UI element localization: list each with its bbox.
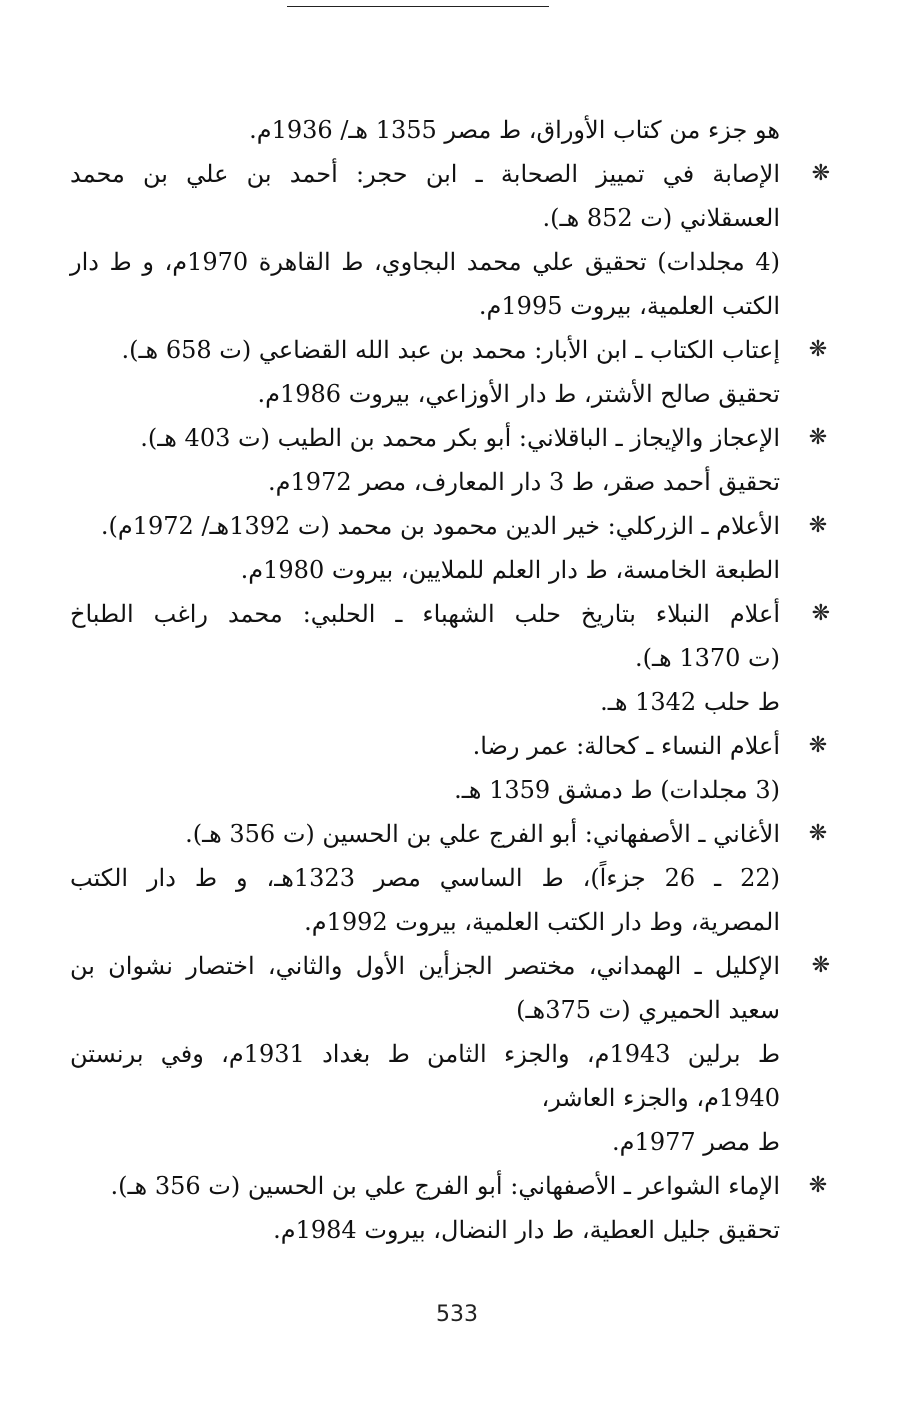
entry-bullet-icon: ❋ bbox=[808, 425, 828, 450]
entry-text-line bbox=[70, 196, 830, 240]
line-text: الأعلام ـ الزركلي: خير الدين محمود بن محمد (ت 1392هـ/ 1972م). bbox=[100, 512, 780, 540]
line-text: (22 ـ 26 جزءاً)، ط الساسي مصر 1323هـ، و ط دار الكتب bbox=[70, 864, 780, 892]
line-text: 1940م، والجزء العاشر، bbox=[541, 1084, 780, 1112]
entry-title-line bbox=[70, 152, 830, 196]
line-text: هو جزء من كتاب الأوراق، ط مصر 1355 هـ/ 1936م. bbox=[249, 116, 780, 144]
entry-title-line bbox=[70, 504, 830, 548]
entry-bullet-icon: ❋ bbox=[808, 1173, 828, 1198]
line-text: (3 مجلدات) ط دمشق 1359 هـ. bbox=[454, 776, 780, 804]
entry-text-line bbox=[70, 1032, 830, 1076]
entry-bullet-icon: ❋ bbox=[811, 601, 830, 626]
line-text: المصرية، وط دار الكتب العلمية، بيروت 1992م. bbox=[304, 908, 780, 936]
line-text: (ت 1370 هـ). bbox=[635, 644, 780, 672]
top-rule bbox=[287, 6, 549, 7]
entry-title-line bbox=[70, 592, 830, 636]
line-text: ط مصر 1977م. bbox=[612, 1128, 780, 1156]
entry-title-line bbox=[70, 416, 830, 460]
line-text: سعيد الحميري (ت 375هـ) bbox=[516, 996, 780, 1024]
entry-bullet-icon: ❋ bbox=[811, 953, 830, 978]
bibliography-page bbox=[70, 108, 830, 1252]
entry-text-line bbox=[70, 1120, 830, 1164]
entry-text-line bbox=[70, 108, 830, 152]
entry-text-line bbox=[70, 680, 830, 724]
line-text: إعتاب الكتاب ـ ابن الأبار: محمد بن عبد الله القضاعي (ت 658 هـ). bbox=[121, 336, 780, 364]
line-text: ط برلين 1943م، والجزء الثامن ط بغداد 1931م، وفي برنستن bbox=[70, 1040, 781, 1068]
line-text: الطبعة الخامسة، ط دار العلم للملايين، بيروت 1980م. bbox=[240, 556, 780, 584]
line-text: أعلام النبلاء بتاريخ حلب الشهباء ـ الحلبي: محمد راغب الطباخ bbox=[70, 600, 780, 628]
entry-title-line bbox=[70, 944, 830, 988]
line-text: تحقيق جليل العطية، ط دار النضال، بيروت 1984م. bbox=[273, 1216, 780, 1244]
line-text: الإعجاز والإيجاز ـ الباقلاني: أبو بكر محمد بن الطيب (ت 403 هـ). bbox=[140, 424, 780, 452]
entry-text-line bbox=[70, 1076, 830, 1120]
entry-text-line bbox=[70, 988, 830, 1032]
entry-text-line bbox=[70, 636, 830, 680]
entry-text-line bbox=[70, 372, 830, 416]
line-text: الإماء الشواعر ـ الأصفهاني: أبو الفرج علي بن الحسين (ت 356 هـ). bbox=[110, 1172, 780, 1200]
line-text: الأغاني ـ الأصفهاني: أبو الفرج علي بن الحسين (ت 356 هـ). bbox=[185, 820, 780, 848]
entry-text-line bbox=[70, 284, 830, 328]
line-text: الإكليل ـ الهمداني، مختصر الجزأين الأول والثاني، اختصار نشوان بن bbox=[70, 952, 780, 980]
entry-title-line bbox=[70, 724, 830, 768]
line-text: ط حلب 1342 هـ. bbox=[600, 688, 780, 716]
line-text: الإصابة في تمييز الصحابة ـ ابن حجر: أحمد بن علي بن محمد bbox=[70, 160, 780, 188]
entry-text-line bbox=[70, 1208, 830, 1252]
line-text: (4 مجلدات) تحقيق علي محمد البجاوي، ط القاهرة 1970م، و ط دار bbox=[70, 248, 780, 276]
entry-title-line bbox=[70, 328, 830, 372]
entry-bullet-icon: ❋ bbox=[808, 513, 828, 538]
entry-text-line bbox=[70, 856, 830, 900]
line-text: تحقيق صالح الأشتر، ط دار الأوزاعي، بيروت 1986م. bbox=[257, 380, 780, 408]
line-text: أعلام النساء ـ كحالة: عمر رضا. bbox=[472, 732, 780, 760]
line-text: الكتب العلمية، بيروت 1995م. bbox=[478, 292, 780, 320]
entry-bullet-icon: ❋ bbox=[808, 337, 828, 362]
entry-title-line bbox=[70, 812, 830, 856]
entry-bullet-icon: ❋ bbox=[808, 821, 828, 846]
entry-bullet-icon: ❋ bbox=[808, 733, 828, 758]
entry-text-line bbox=[70, 460, 830, 504]
entry-text-line bbox=[70, 240, 830, 284]
entry-text-line bbox=[70, 900, 830, 944]
entry-text-line bbox=[70, 768, 830, 812]
entry-title-line bbox=[70, 1164, 830, 1208]
entry-bullet-icon: ❋ bbox=[811, 161, 830, 186]
line-text: العسقلاني (ت 852 هـ). bbox=[542, 204, 780, 232]
page-number: 533 bbox=[436, 1302, 478, 1327]
line-text: تحقيق أحمد صقر، ط 3 دار المعارف، مصر 1972م. bbox=[268, 468, 780, 496]
entry-text-line bbox=[70, 548, 830, 592]
